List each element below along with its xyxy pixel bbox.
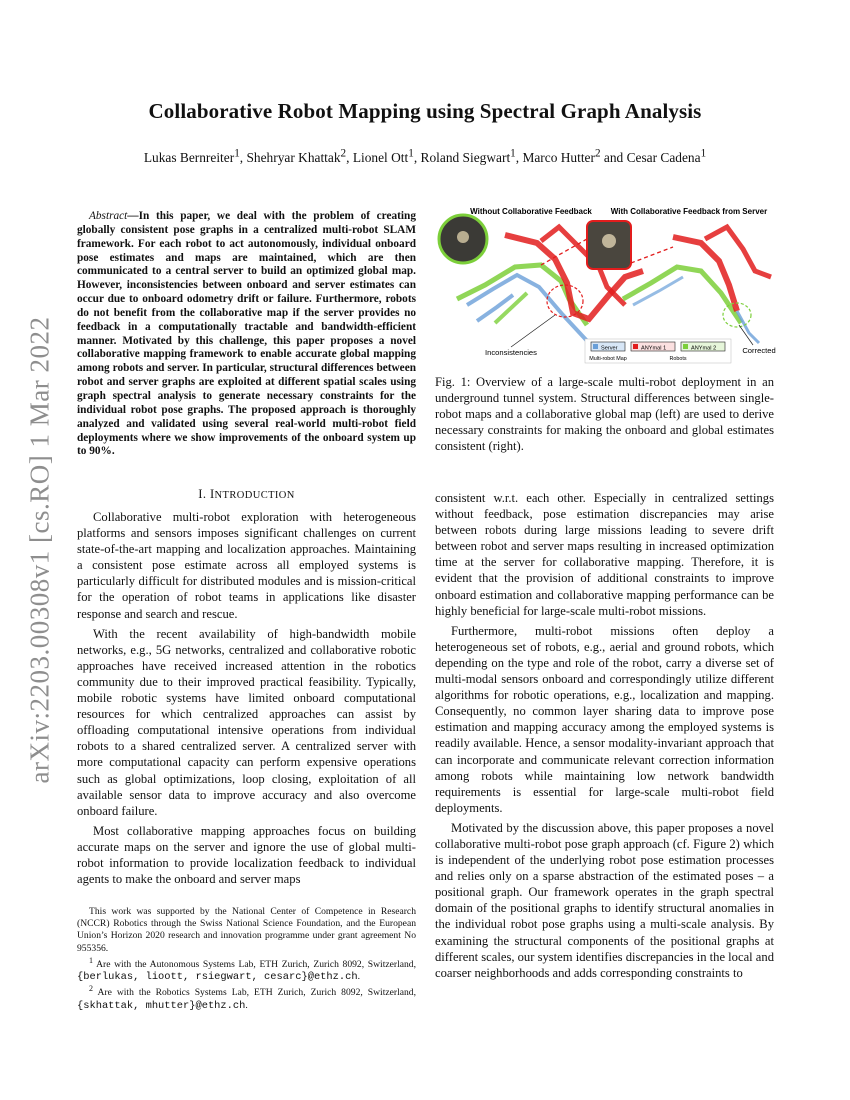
- footnote-2: $^2$ Are with the Robotics Systems Lab, ETH Zurich, Zurich 8092, Switzerland, {skhattak, mhutter}@ethz.ch.: [77, 984, 416, 1012]
- paragraph: Most collaborative mapping approaches focus on building accurate maps on the server and ignore the use of global multi-robot information to provide localization feedback to individual agents to make the onboard and server maps: [77, 823, 416, 887]
- author: Lukas Bernreiter$^1$,: [143, 148, 247, 166]
- footnote-1: $^1$ Are with the Autonomous Systems Lab, ETH Zurich, Zurich 8092, Switzerland, {berlukas, lioott, rsiegwart, cesarc}@ethz.ch.: [77, 955, 416, 984]
- label-inconsistencies: Inconsistencies: [485, 348, 537, 357]
- legend-swatch-anymal-1: [633, 344, 638, 349]
- footnotes: [77, 906, 416, 1012]
- paragraph: consistent w.r.t. each other. Especially in centralized settings without feedback, pose estimation discrepancies may arise between robots during large missions leading to severe drift between robot and server maps resulting in increased optimization time at the server for collaborative mapping. Therefore, it is evident that the provision of additional constraints to improve onboard estimation and collaborative mapping performance can be highly beneficial for large-scale multi-robot missions.: [435, 491, 774, 618]
- legend-server: Server: [601, 345, 618, 352]
- paragraph: With the recent availability of high-bandwidth mobile networks, e.g., 5G networks, centralized and collaborative robotic approaches have received increased attention in the robotics community due to their improved practical feasibility. Typically, mobile robotic systems have limited onboard computational resources for which centralized approaches can assist by offloading computational intensive operations from individual robots to a shared centralized server. A centralized server with more computational capacity can perform expensive operations such as global optimizations, loop closing, exploitation of all available sensor data to improve accuracy and also overcome onboard failure.: [77, 626, 416, 818]
- author-list: [0, 148, 850, 166]
- arxiv-id: arXiv:2203.00308v1 [cs.RO] 1 Mar 2022: [24, 316, 55, 784]
- legend-swatch-server: [593, 344, 598, 349]
- funding-note: This work was supported by the National Center of Competence in Research (NCCR) Robotics through the Swiss National Science Foundation, and the European Union’s Horizon 2020 research and innovation programme under grant agreement No 955356.: [77, 906, 416, 954]
- label-corrected: Corrected: [742, 346, 776, 355]
- legend-robots-label: Robots: [669, 356, 687, 362]
- left-column-body: [77, 509, 416, 891]
- paragraph: Collaborative multi-robot exploration with heterogeneous platforms and sensors imposes significant challenges on current state-of-the-art mapping and localization approaches. Maintaining a consistent pose estimate across all employed systems is particularly difficult for distributed modules and is mission-critical for the operation of robot teams in applications like disaster response and search and rescue.: [77, 510, 416, 621]
- fig-left-title: Without Collaborative Feedback: [470, 207, 592, 216]
- legend-swatch-anymal-2: [683, 344, 688, 349]
- abstract-text: In this paper, we deal with the problem of creating globally consistent pose graphs in a centralized multi-robot SLAM framework. For each robot to act autonomously, individual onboard pose estimates and maps are maintained, which are then communicated to a central server to build an optimized global map. However, inconsistencies between onboard and server estimates can occur due to onboard odometry drift or failure. Furthermore, robots do not benefit from the collaborative map if the server provides no feedback in a computationally tractable and bandwidth-efficient manner. Motivated by this challenge, this paper proposes a novel collaborative mapping framework to enable accurate global mapping among robots and server. In particular, structural differences between robot and server graphs are exploited at different spatial scales using graph spectral analysis to generate necessary constraints for the individual robot pose graphs. The proposed approach is thoroughly analyzed and validated using several real-world multi-robot field deployments where we show improvements of the onboard system up to 90%.: [77, 210, 416, 458]
- author: Marco Hutter$^2$ and: [522, 148, 627, 166]
- legend-anymal-1: ANYmal 1: [641, 345, 667, 352]
- author: Cesar Cadena$^1$: [626, 148, 707, 166]
- right-column-body: [435, 490, 774, 985]
- author: Shehryar Khattak$^2$,: [246, 148, 353, 166]
- abstract-label: Abstract: [89, 210, 128, 222]
- figure-legend: [585, 339, 731, 363]
- figure-1: [437, 203, 777, 366]
- abstract: Abstract—In this paper, we deal with the problem of creating globally consistent pose graphs in a centralized multi-robot SLAM framework. For each robot to act autonomously, individual onboard pose estimates and maps are maintained, which are then communicated to a central server to build an optimized global map. However, inconsistencies between onboard and server estimates can occur due to onboard odometry drift or failure. Furthermore, robots do not benefit from the collaborative map if the server provides no feedback in a computationally tractable and bandwidth-efficient manner. Motivated by this challenge, this paper proposes a novel collaborative mapping framework to enable accurate global mapping among robots and server. In particular, structural differences between robot and server graphs are exploited at different spatial scales using graph spectral analysis to generate necessary constraints for the individual robot pose graphs. The proposed approach is thoroughly analyzed and validated using several real-world multi-robot field deployments where we show improvements of the onboard system up to 90%.: [77, 210, 416, 458]
- paragraph: Furthermore, multi-robot missions often deploy a heterogeneous set of robots, e.g., aerial and ground robots, which depending on the type and role of the robot, carry a diverse set of multi-modal sensors onboard and correspondingly utilize different algorithms for robotic operations, e.g., localization and mapping. Consequently, no common layer sharing data to improve pose estimation and mapping accuracy among the employed systems is readily available. Hence, a sensor modality-invariant approach that can incorporate and communicate relevant correction information among robots while maintaining low network bandwidth requirements is essential for large-scale multi-robot field deployments.: [435, 623, 774, 815]
- paragraph: Motivated by the discussion above, this paper proposes a novel collaborative multi-robot pose graph approach (cf. Figure 2) which is independent of the underlying robot pose estimation processes and relies only on a sparse abstraction of the estimated poses – a positional graph. Our framework operates in the graph spectral domain of the positional graphs to identify structural anomalies in the individual robot pose graphs using a multi-scale analysis. By examining the structural components of the positional graphs at different scales, our system identifies discrepancies in the local and coarser neighborhoods and adds corresponding constraints to: [435, 820, 774, 980]
- figure-1-caption: Fig. 1: Overview of a large-scale multi-robot deployment in an underground tunnel system. Structural differences between single-robot maps and a collaborative global map (left) are used to derive necessary constraints for making the onboard and global estimates consistent (right).: [435, 375, 774, 454]
- legend-anymal-2: ANYmal 2: [691, 345, 717, 352]
- legend-map-label: Multi-robot Map: [589, 356, 627, 362]
- right-map: [623, 227, 771, 343]
- figure-1-graphic: [437, 203, 777, 366]
- paper-title: Collaborative Robot Mapping using Spectral Graph Analysis: [148, 99, 702, 123]
- section-heading: I. INTRODUCTION: [198, 487, 295, 501]
- author: Lionel Ott$^1$,: [352, 148, 421, 166]
- arxiv-stamp: [10, 316, 70, 784]
- author: Roland Siegwart$^1$,: [420, 148, 523, 166]
- fig-right-title: With Collaborative Feedback from Server: [610, 207, 768, 216]
